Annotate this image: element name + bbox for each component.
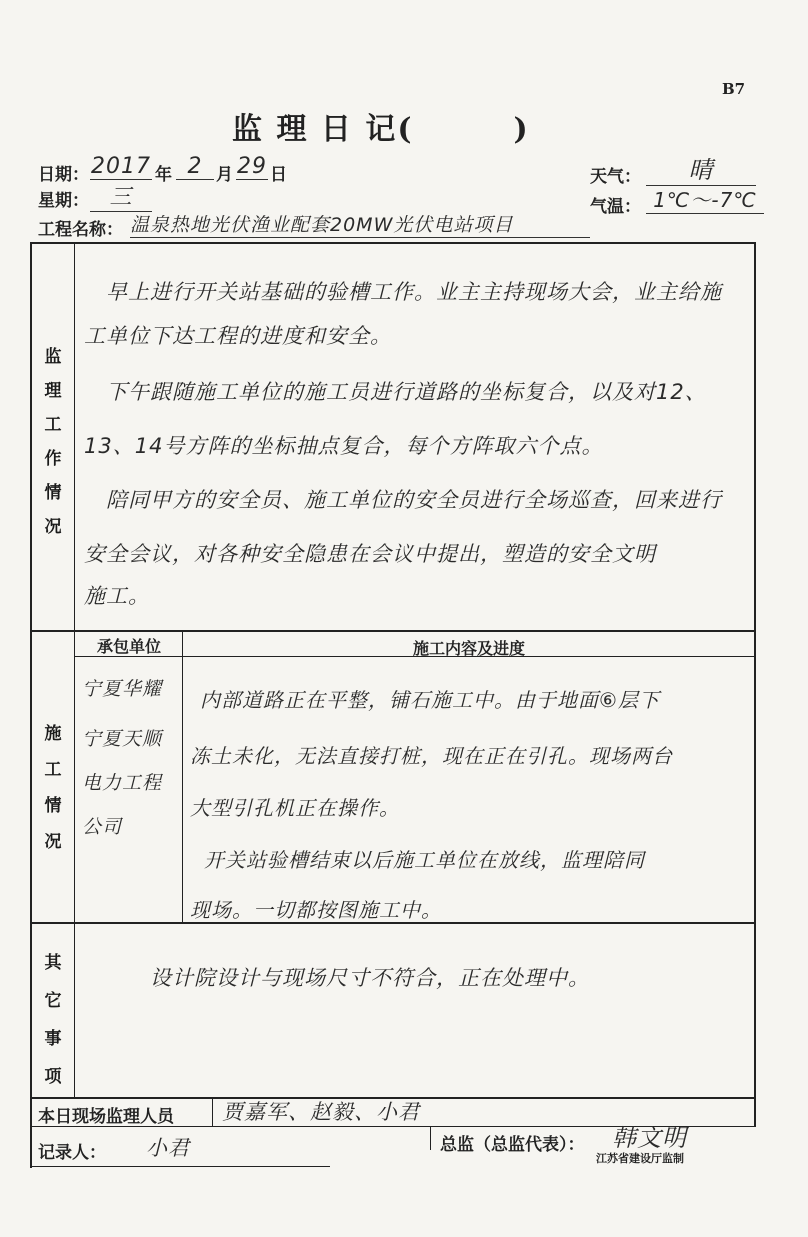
supervision-label-char: 监 (44, 347, 62, 367)
other-label-char: 其 (44, 953, 62, 973)
supervision-label-char: 作 (44, 449, 62, 469)
supervision-line: 13、14号方阵的坐标抽点复合，每个方阵取六个点。 (84, 434, 604, 458)
contractor-cell (82, 664, 182, 852)
construction-label-char: 情 (44, 796, 62, 816)
date-month: 2 (176, 154, 214, 180)
project-value: 温泉热地光伏渔业配套20MW光伏电站项目 (130, 210, 590, 238)
chief-divider (430, 1126, 431, 1150)
day-char: 日 (270, 165, 287, 185)
page-title (232, 104, 530, 148)
progress-line: 大型引孔机正在操作。 (190, 796, 400, 820)
date-year: 2017 (91, 154, 151, 179)
supervision-line: 早上进行开关站基础的验槽工作。业主主持现场大会，业主给施 (106, 280, 722, 304)
chief-label: 总监（总监代表）： (440, 1135, 585, 1155)
chief-value: 韩文明 (612, 1124, 687, 1152)
supervision-label (34, 340, 72, 544)
month-char: 月 (216, 165, 233, 185)
recorder-label: 记录人： (38, 1143, 106, 1163)
staff-value: 贾嘉军、赵毅、小君 (222, 1100, 420, 1124)
project-label: 工程名称： (38, 220, 123, 240)
temp-value: 1℃～-7℃ (646, 184, 764, 214)
contractor-line: 宁夏华耀 (82, 678, 163, 700)
progress-header: 施工内容及进度 (412, 639, 525, 658)
construction-label-char: 工 (44, 760, 62, 780)
date-day: 29 (237, 154, 267, 179)
supervision-label-char: 情 (44, 483, 62, 503)
contractor-line: 宁夏天顺 (82, 728, 163, 750)
issuer-note: 江苏省建设厅监制 (596, 1152, 684, 1165)
construction-label-char: 施 (44, 724, 62, 744)
progress-line: 开关站验槽结束以后施工单位在放线，监理陪同 (204, 848, 645, 872)
form-code: B7 (722, 80, 746, 98)
other-label-char: 项 (44, 1067, 62, 1087)
progress-content (190, 670, 750, 940)
supervision-line: 安全会议，对各种安全隐患在会议中提出，塑造的安全文明 (84, 542, 656, 566)
recorder-value: 小君 (146, 1136, 190, 1160)
bottom-line-left (30, 1166, 330, 1167)
temp-label: 气温： (590, 197, 641, 217)
contractor-line: 电力工程 (82, 772, 163, 794)
supervision-line: 陪同甲方的安全员、施工单位的安全员进行全场巡查，回来进行 (106, 488, 722, 512)
supervision-line: 工单位下达工程的进度和安全。 (84, 324, 392, 348)
table-border-top (30, 242, 756, 244)
table-border-right (754, 242, 756, 1126)
weekday-label: 星期： (38, 191, 89, 211)
progress-line: 现场。一切都按图施工中。 (190, 898, 442, 922)
progress-line: 冻土未化，无法直接打桩，现在正在引孔。现场两台 (190, 744, 673, 768)
supervision-label-char: 理 (44, 381, 62, 401)
contractor-header: 承包单位 (96, 637, 161, 656)
row-divider-1 (30, 630, 756, 632)
construction-label (34, 716, 72, 860)
other-label (34, 944, 72, 1096)
construction-label-char: 况 (44, 832, 62, 852)
year-char: 年 (155, 165, 172, 185)
contractor-line: 公司 (82, 816, 123, 838)
supervision-line: 施工。 (84, 584, 150, 608)
title-text: 监 理 日 记( (232, 112, 414, 147)
table-border-left (30, 242, 32, 1168)
contractor-column-divider (182, 632, 183, 922)
label-column-divider (74, 242, 75, 1098)
weather-label: 天气： (590, 167, 641, 187)
date-label: 日期： (38, 165, 89, 185)
progress-line: 内部道路正在平整，铺石施工中。由于地面⑥层下 (200, 688, 660, 712)
weekday-value: 三 (90, 180, 152, 212)
staff-divider (212, 1099, 213, 1127)
supervision-label-char: 况 (44, 517, 62, 537)
supervision-line: 下午跟随施工单位的施工员进行道路的坐标复合，以及对12、 (106, 380, 707, 404)
other-label-char: 它 (44, 991, 62, 1011)
supervision-content (84, 262, 748, 626)
other-content: 设计院设计与现场尺寸不符合，正在处理中。 (150, 966, 590, 990)
staff-label: 本日现场监理人员 (38, 1107, 174, 1127)
other-label-char: 事 (44, 1029, 62, 1049)
weather-value: 晴 (646, 150, 756, 186)
supervision-label-char: 工 (44, 415, 62, 435)
title-close: ) (513, 112, 530, 147)
